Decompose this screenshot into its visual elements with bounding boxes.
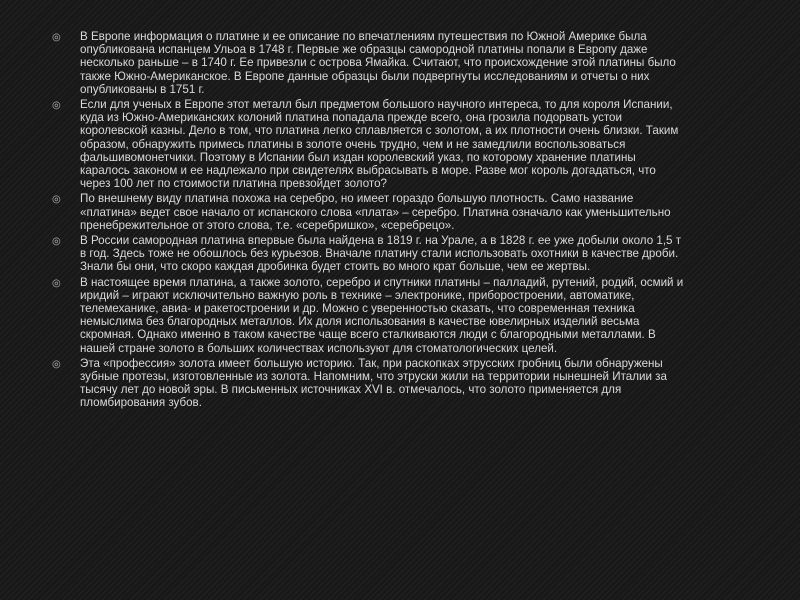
bullet-marker-icon: ◎	[52, 100, 61, 112]
bullet-item	[52, 234, 686, 274]
paragraph-text: По внешнему виду платина похожа на серебро, но имеет гораздо большую плотность. Само название «платина» ведет свое начало от испанского слова «плата» – серебро. Платина означало как уменьшительно пренебрежительное от этого слова, т.е. «серебришко», «серебрецо».	[80, 192, 671, 232]
bullet-item	[52, 30, 686, 96]
bullet-list	[52, 30, 686, 412]
bullet-item	[52, 192, 686, 232]
bullet-marker-icon: ◎	[52, 277, 61, 289]
bullet-item	[52, 357, 686, 410]
paragraph-text: Если для ученых в Европе этот металл был предметом большого научного интереса, то для короля Испании, куда из Южно-Американских колоний платина попадала прежде всего, она грозила подорвать устои королевской казны. Дело в том, что платина легко сплавляется с золотом, а их плотности очень близки. Таким образом, обнаружить примесь платины в золоте очень трудно, чем и не замедлили воспользоваться фальшивомонетчики. Поэтому в Испании был издан королевский указ, по которому хранение платины каралось законом и ее надлежало при свидетелях выбрасывать в море. Разве мог король догадаться, что через 100 лет по стоимости платина превзойдет золото?	[80, 98, 679, 191]
bullet-marker-icon: ◎	[52, 236, 61, 248]
bullet-item	[52, 276, 686, 355]
paragraph-text: В России самородная платина впервые была найдена в 1819 г. на Урале, а в 1828 г. ее уже добыли около 1,5 т в год. Здесь тоже не обошлось без курьезов. Вначале платину стали использовать охотники в качестве дроби. Знали бы они, что скоро каждая дробинка будет стоить во много крат больше, чем ее жертвы.	[80, 234, 682, 274]
paragraph-text: В настоящее время платина, а также золото, серебро и спутники платины – палладий, рутений, родий, осмий и иридий – играют исключительно важную роль в технике – электронике, приборостроении, автоматике, телемеханике, авиа- и ракетостроении и др. Можно с уверенностью сказать, что современная техника немыслима без благородных металлов. Их доля использования в качестве ювелирных изделий весьма скромная. Однако именно в таком качестве чаще всего сталкиваются люди с благородными металлами. В нашей стране золото в больших количествах используют для стоматологических целей.	[80, 275, 684, 355]
bullet-marker-icon: ◎	[52, 194, 61, 206]
bullet-marker-icon: ◎	[52, 358, 61, 370]
bullet-item	[52, 98, 686, 190]
paragraph-text: В Европе информация о платине и ее описание по впечатлениям путешествия по Южной Америке была опубликована испанцем Ульоа в 1748 г. Первые же образцы самородной платины попали в Европу даже несколько раньше – в 1740 г. Ее привезли с острова Ямайка. Считают, что происхождение этой платины было также Южно-Американское. В Европе данные образцы были подвергнуты исследованиям и отчеты о них опубликованы в 1751 г.	[80, 30, 676, 96]
paragraph-text: Эта «профессия» золота имеет большую историю. Так, при раскопках этрусских гробниц были обнаружены зубные протезы, изготовленные из золота. Напомним, что этруски жили на территории нынешней Италии за тысячу лет до новой эры. В письменных источниках XVI в. отмечалось, что золото применяется для пломбирования зубов.	[80, 356, 667, 410]
bullet-marker-icon: ◎	[52, 32, 61, 43]
